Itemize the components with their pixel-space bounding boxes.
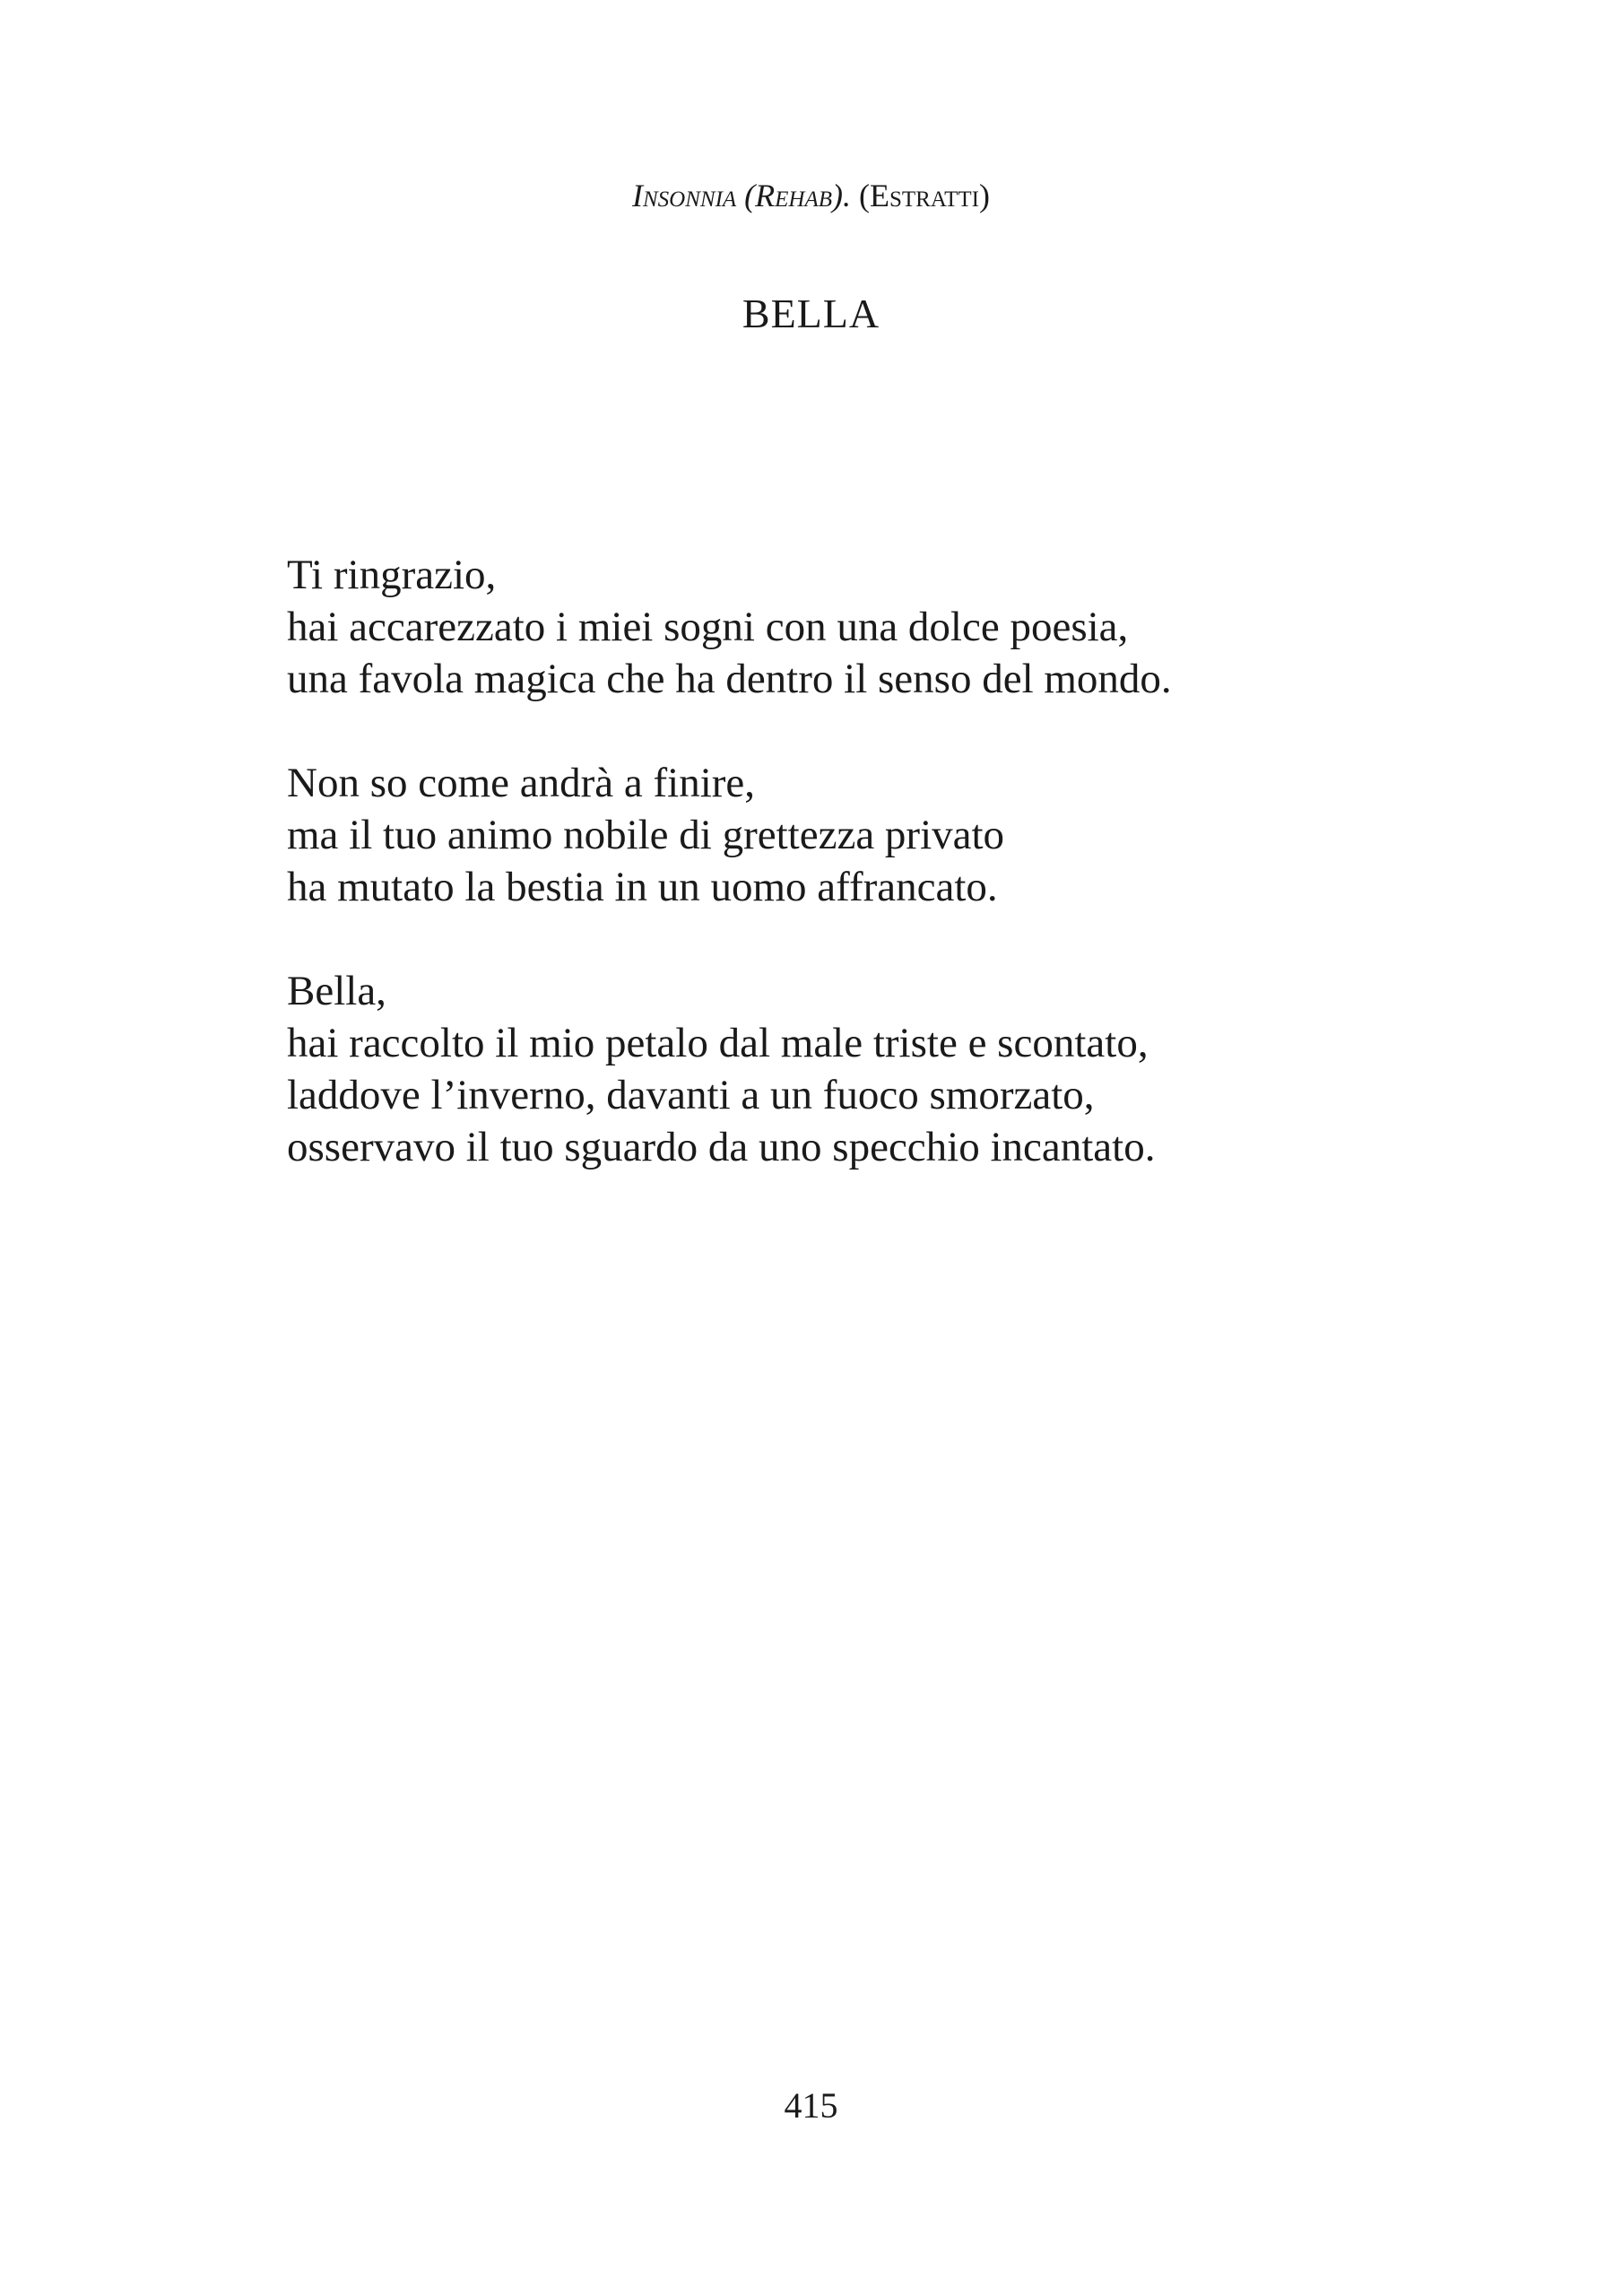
poem-title: BELLA [742, 291, 880, 336]
poem-body [287, 549, 1453, 1225]
section-label: (Estratti) [859, 178, 990, 213]
verse-line: osservavo il tuo sguardo da uno specchio incantato. [287, 1124, 1156, 1170]
verse-line: una favola magica che ha dentro il senso del mondo. [287, 656, 1172, 702]
verse-line: ha mutato la bestia in un uomo affrancato. [287, 864, 998, 910]
running-header [0, 176, 1622, 215]
stanza-3 [287, 965, 1453, 1173]
stanza-2 [287, 757, 1453, 913]
verse-line: hai raccolto il mio petalo dal male triste e scontato, [287, 1020, 1149, 1066]
page-number: 415 [784, 2085, 838, 2126]
verse-line: hai accarezzato i miei sogni con una dolce poesia, [287, 604, 1129, 650]
verse-line: Bella, [287, 968, 386, 1014]
verse-line: laddove l’inverno, davanti a un fuoco smorzato, [287, 1072, 1095, 1118]
stanza-1 [287, 549, 1453, 705]
verse-line: Ti ringrazio, [287, 552, 497, 598]
book-title: Insonnia (Rehab). [632, 178, 852, 213]
verse-line: Non so come andrà a finire, [287, 760, 756, 806]
verse-line: ma il tuo animo nobile di grettezza privato [287, 812, 1005, 858]
